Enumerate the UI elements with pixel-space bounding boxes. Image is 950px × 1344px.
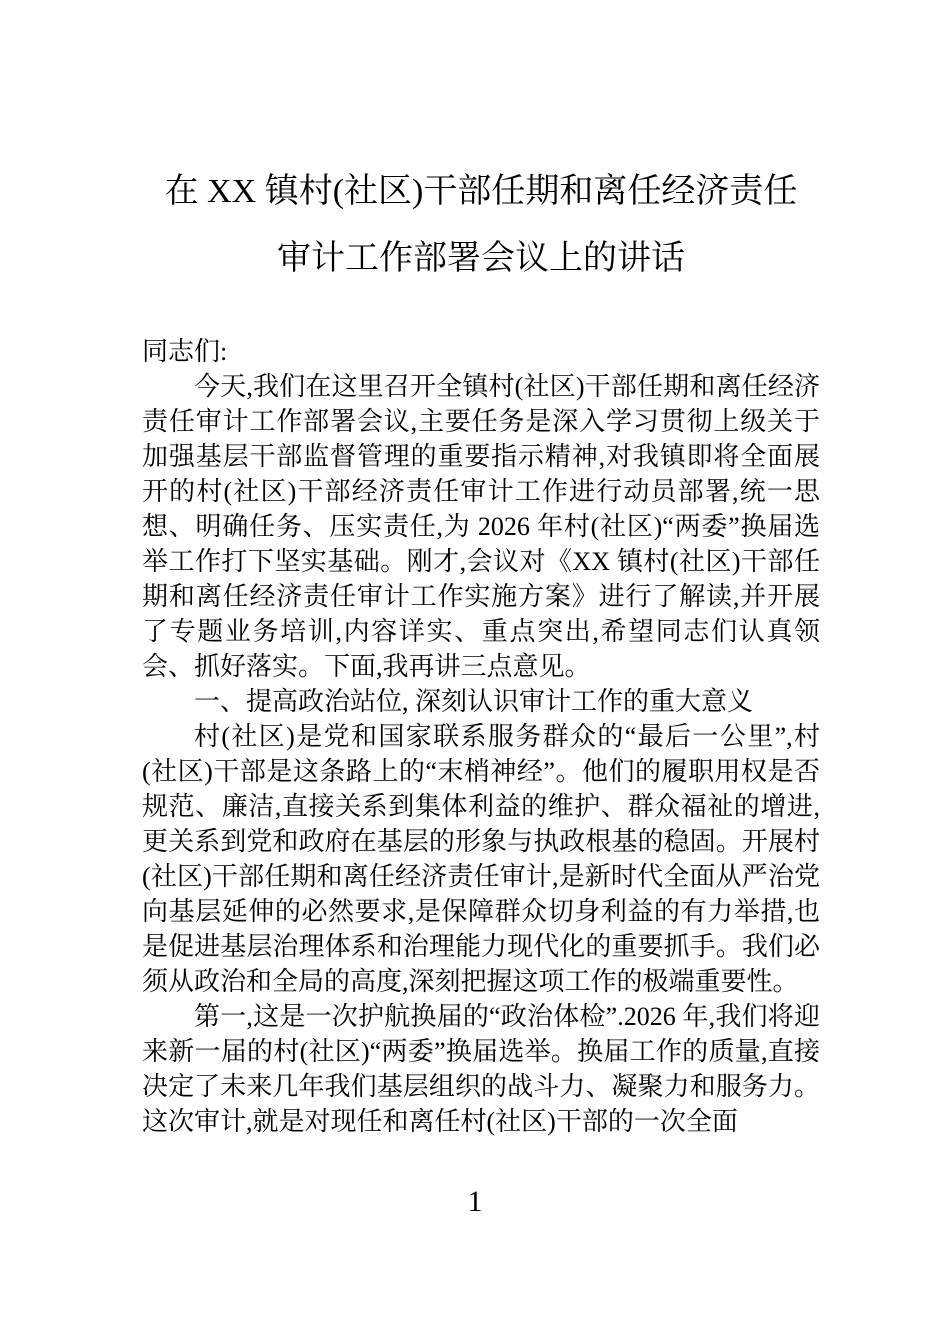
- salutation: 同志们:: [142, 337, 228, 366]
- title-line-2: 审计工作部署会议上的讲话: [277, 240, 685, 277]
- paragraph: 村(社区)是党和国家联系服务群众的“最后一公里”,村(社区)干部是这条路上的“末梢神经”。他们的履职用权是否规范、廉洁,直接关系到集体利益的维护、群众福祉的增进,更关系到党和政府在基层的形象与执政根基的稳固。开展村(社区)干部任期和离任经济责任审计,是新时代全面从严治党向基层延伸的必然要求,是保障群众切身利益的有力举措,也是促进基层治理体系和治理能力现代化的重要抓手。我们必须从政治和全局的高度,深刻把握这项工作的极端重要性。: [142, 722, 820, 996]
- document-title: [142, 158, 820, 292]
- section-heading: 一、提高政治站位, 深刻认识审计工作的重大意义: [194, 687, 754, 716]
- paragraph: 第一,这是一次护航换届的“政治体检”.2026 年,我们将迎来新一届的村(社区)“两委”换届选举。换届工作的质量,直接决定了未来几年我们基层组织的战斗力、凝聚力和服务力。这次审计,就是对现任和离任村(社区)干部的一次全面: [142, 1002, 820, 1136]
- page-number: 1: [467, 1185, 483, 1218]
- document-body: [142, 334, 820, 1139]
- paragraphs: [142, 369, 820, 1139]
- title-line-1: 在 XX 镇村(社区)干部任期和离任经济责任: [164, 173, 798, 210]
- paragraph: 今天,我们在这里召开全镇村(社区)干部任期和离任经济责任审计工作部署会议,主要任务是深入学习贯彻上级关于加强基层干部监督管理的重要指示精神,对我镇即将全面展开的村(社区)干部经济责任审计工作进行动员部署,统一思想、明确任务、压实责任,为 2026 年村(社区)“两委”换届选举工作打下坚实基础。刚才,会议对《XX 镇村(社区)干部任期和离任经济责任审计工作实施方案》进行了解读,并开展了专题业务培训,内容详实、重点突出,希望同志们认真领会、抓好落实。下面,我再讲三点意见。: [142, 372, 820, 681]
